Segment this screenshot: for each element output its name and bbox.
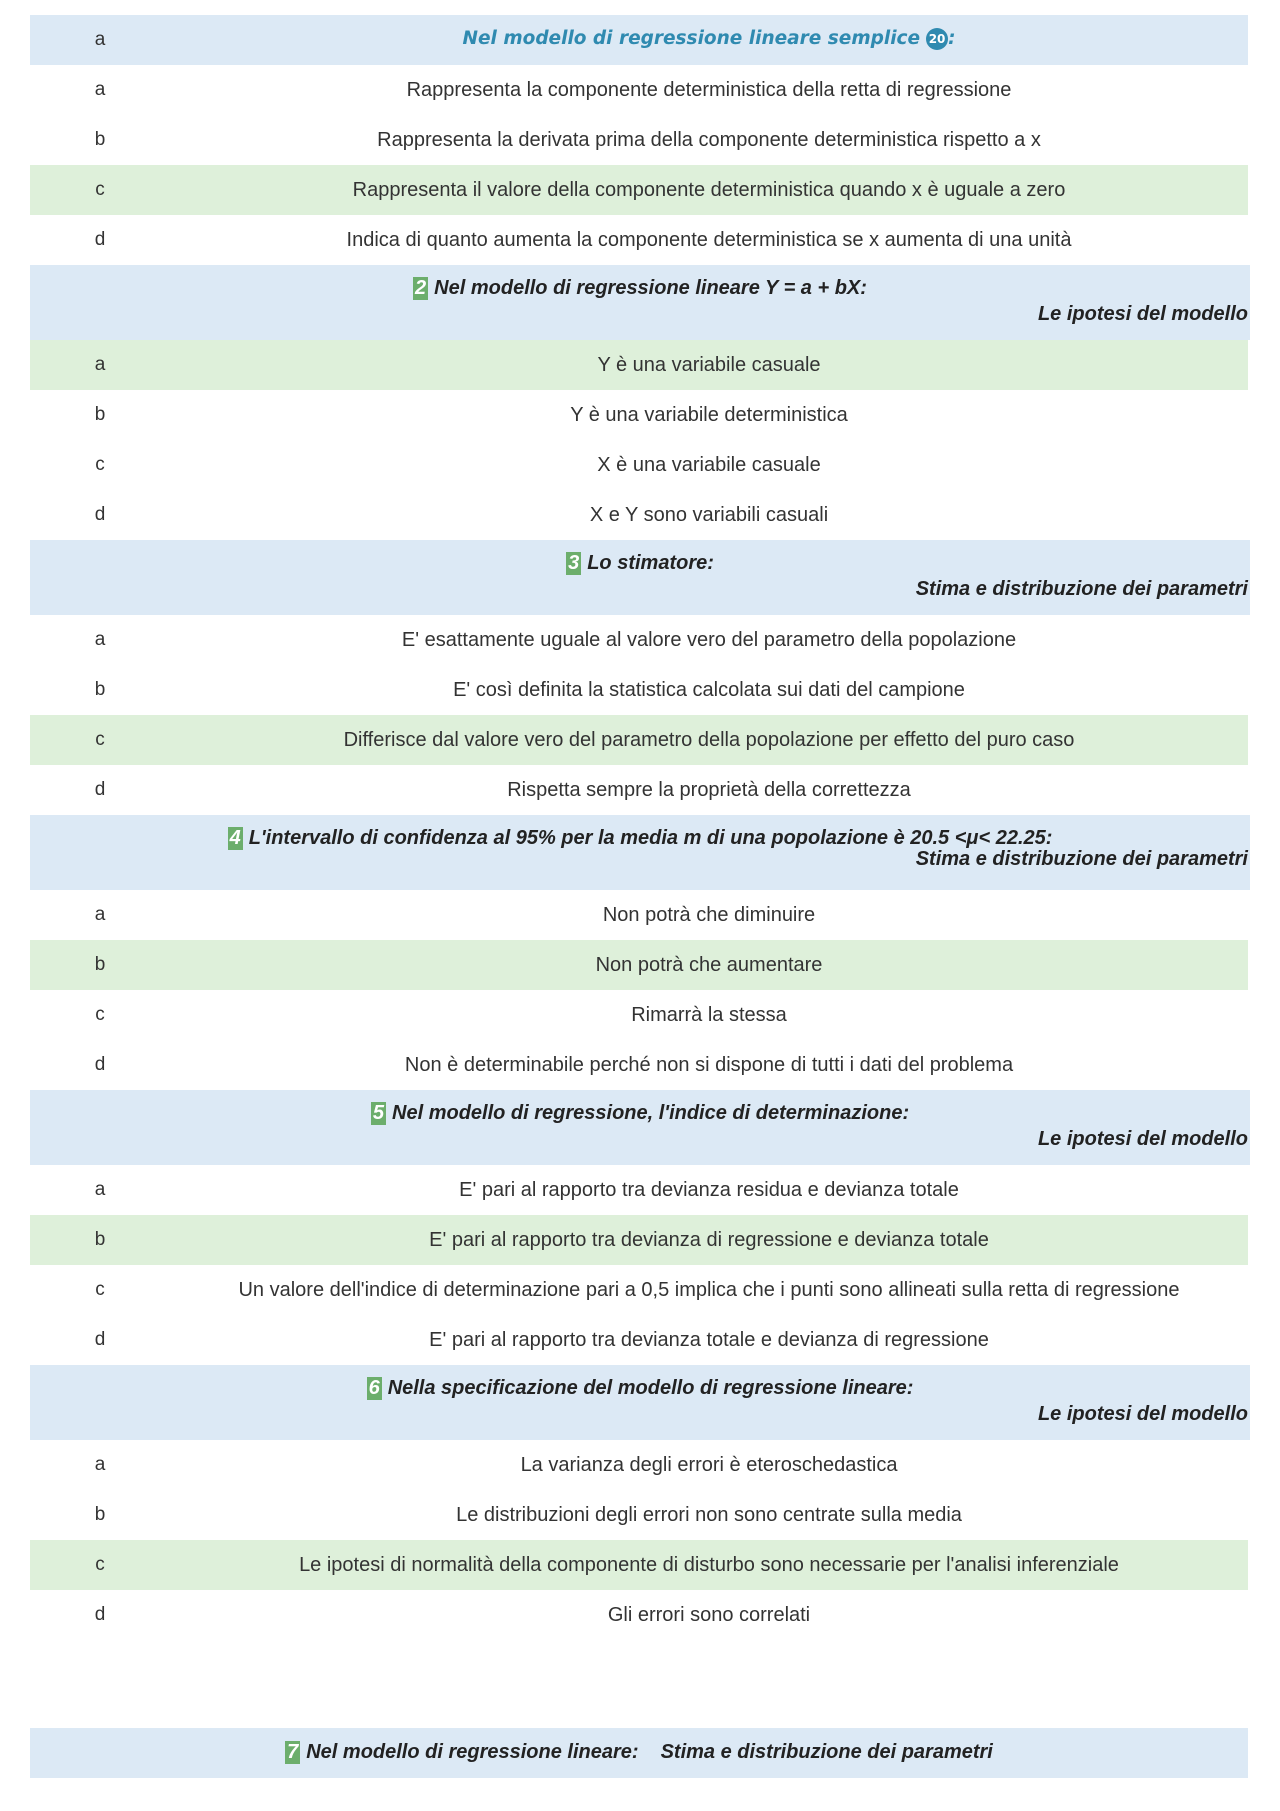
- page-number-badge: 20: [926, 28, 948, 50]
- question-3-title: [30, 552, 1250, 575]
- answer-text: E' esattamente uguale al valore vero del parametro della popolazione: [401, 629, 1017, 651]
- answer-row[interactable]: [30, 390, 1248, 440]
- answer-row[interactable]: [30, 765, 1248, 815]
- answer-text: Le distribuzioni degli errori non sono centrate sulla media: [456, 1504, 962, 1526]
- question-2-title: [30, 277, 1250, 300]
- answer-row[interactable]: [30, 665, 1248, 715]
- answer-letter: d: [94, 1054, 106, 1075]
- answer-text: E' così definita la statistica calcolata sui dati del campione: [453, 679, 965, 701]
- answer-letter: a: [94, 629, 106, 650]
- question-title-text: Nel modello di regressione, l'indice di determinazione:: [392, 1102, 910, 1124]
- answer-row-correct[interactable]: [30, 1215, 1248, 1265]
- question-title-text: L'intervallo di confidenza al 95% per la media m di una popolazione è 20.5 <μ< 22.25:: [248, 827, 1053, 849]
- answer-text: Indica di quanto aumenta la componente deterministica se x aumenta di una unità: [346, 229, 1072, 251]
- question-5-title: [30, 1102, 1250, 1125]
- answer-text: Le ipotesi di normalità della componente di disturbo sono necessarie per l'analisi inferenziale: [299, 1554, 1119, 1576]
- question-title-text: Nel modello di regressione lineare Y = a + bX:: [434, 277, 867, 299]
- answer-row[interactable]: [30, 490, 1248, 540]
- question-7-header: [30, 1728, 1248, 1778]
- answer-text: X e Y sono variabili casuali: [589, 504, 829, 526]
- question-5-header: [30, 1090, 1250, 1165]
- answer-text: Gli errori sono correlati: [607, 1604, 811, 1626]
- answer-text: La varianza degli errori è eteroschedastica: [520, 1454, 898, 1476]
- answer-letter: c: [95, 1554, 105, 1575]
- question-number: 2: [415, 277, 427, 299]
- answer-text: E' pari al rapporto tra devianza residua e devianza totale: [459, 1179, 959, 1201]
- answer-row[interactable]: [30, 890, 1248, 940]
- question-2-header: [30, 265, 1250, 340]
- question-number: 3: [568, 552, 580, 574]
- answer-row-correct[interactable]: [30, 715, 1248, 765]
- question-topic: Le ipotesi del modello: [1037, 1128, 1248, 1150]
- question-topic: Stima e distribuzione dei parametri: [660, 1741, 993, 1763]
- answer-row[interactable]: [30, 440, 1248, 490]
- answer-text: E' pari al rapporto tra devianza di regressione e devianza totale: [429, 1229, 989, 1251]
- question-topic: Le ipotesi del modello: [1037, 303, 1248, 325]
- question-3-header: [30, 540, 1250, 615]
- question-4-title: [30, 827, 1250, 850]
- answer-text: Rappresenta la componente deterministica della retta di regressione: [406, 79, 1012, 101]
- answer-letter: b: [94, 679, 106, 700]
- answer-letter: d: [94, 779, 106, 800]
- answer-row-correct[interactable]: [30, 1540, 1248, 1590]
- answer-text: Non potrà che diminuire: [602, 904, 816, 926]
- question-number: 5: [372, 1102, 385, 1124]
- answer-text: Y è una variabile deterministica: [570, 404, 848, 426]
- question-title-text: Nella specificazione del modello di regressione lineare:: [387, 1377, 914, 1399]
- answer-row[interactable]: [30, 1265, 1248, 1315]
- answer-letter: b: [94, 1229, 106, 1250]
- question-topic: Stima e distribuzione dei parametri: [915, 578, 1248, 600]
- answer-letter: a: [94, 354, 106, 375]
- header-letter: a: [94, 29, 106, 50]
- answer-letter: d: [94, 1329, 106, 1350]
- question-title-text: Nel modello di regressione lineare:: [306, 1741, 639, 1763]
- question-1-header: [30, 15, 1248, 65]
- answer-text: Rimarrà la stessa: [631, 1004, 787, 1026]
- answer-letter: b: [94, 404, 106, 425]
- question-number: 6: [368, 1377, 380, 1399]
- answer-text: Rispetta sempre la proprietà della correttezza: [507, 779, 911, 801]
- answer-letter: a: [94, 1454, 106, 1475]
- answer-letter: c: [95, 454, 105, 475]
- answer-row[interactable]: [30, 1440, 1248, 1490]
- answer-row[interactable]: [30, 615, 1248, 665]
- answer-letter: c: [95, 179, 105, 200]
- answer-letter: a: [94, 904, 106, 925]
- question-1-title: [170, 28, 1248, 50]
- answer-row[interactable]: [30, 1040, 1248, 1090]
- answer-letter: b: [94, 1504, 106, 1525]
- question-topic: Le ipotesi del modello: [1037, 1403, 1248, 1425]
- answer-text: Differisce dal valore vero del parametro della popolazione per effetto del puro caso: [343, 729, 1075, 751]
- question-7-title: [30, 1741, 1248, 1764]
- answer-text: Un valore dell'indice di determinazione pari a 0,5 implica che i punti sono allineati sulla retta di regressione: [238, 1279, 1180, 1301]
- answer-letter: d: [94, 1604, 106, 1625]
- question-number: 7: [287, 1741, 299, 1763]
- answer-text: Non potrà che aumentare: [595, 954, 823, 976]
- answer-letter: a: [94, 1179, 106, 1200]
- answer-letter: c: [95, 1004, 105, 1025]
- answer-letter: c: [95, 1279, 105, 1300]
- answer-letter: d: [94, 504, 106, 525]
- question-6-title: [30, 1377, 1250, 1400]
- question-4-header: [30, 815, 1250, 890]
- answer-text: E' pari al rapporto tra devianza totale e devianza di regressione: [429, 1329, 989, 1351]
- answer-text: Rappresenta il valore della componente deterministica quando x è uguale a zero: [352, 179, 1066, 201]
- answer-row[interactable]: [30, 1315, 1248, 1365]
- answer-row-correct[interactable]: [30, 340, 1248, 390]
- answer-letter: b: [94, 954, 106, 975]
- question-title-text: Nel modello di regressione lineare semplice: [462, 28, 921, 49]
- question-title-suffix: :: [948, 28, 956, 49]
- answer-letter: a: [94, 79, 106, 100]
- answer-letter: b: [94, 129, 106, 150]
- page-gap: [30, 1640, 1250, 1728]
- answer-row[interactable]: [30, 1165, 1248, 1215]
- answer-row[interactable]: [30, 215, 1248, 265]
- answer-letter: c: [95, 729, 105, 750]
- question-title-text: Lo stimatore:: [587, 552, 714, 574]
- answer-row[interactable]: [30, 65, 1248, 115]
- answer-text: Rappresenta la derivata prima della componente deterministica rispetto a x: [377, 129, 1041, 151]
- answer-row[interactable]: [30, 990, 1248, 1040]
- quiz-document: [30, 15, 1250, 1778]
- question-topic: Stima e distribuzione dei parametri: [915, 848, 1248, 870]
- answer-text: Non è determinabile perché non si dispone di tutti i dati del problema: [404, 1054, 1014, 1076]
- question-6-header: [30, 1365, 1250, 1440]
- answer-letter: d: [94, 229, 106, 250]
- answer-row-correct[interactable]: [30, 165, 1248, 215]
- answer-row-correct[interactable]: [30, 940, 1248, 990]
- answer-text: X è una variabile casuale: [597, 454, 821, 476]
- answer-row[interactable]: [30, 1590, 1248, 1640]
- answer-row[interactable]: [30, 1490, 1248, 1540]
- answer-text: Y è una variabile casuale: [597, 354, 821, 376]
- question-number: 4: [229, 827, 241, 849]
- answer-row[interactable]: [30, 115, 1248, 165]
